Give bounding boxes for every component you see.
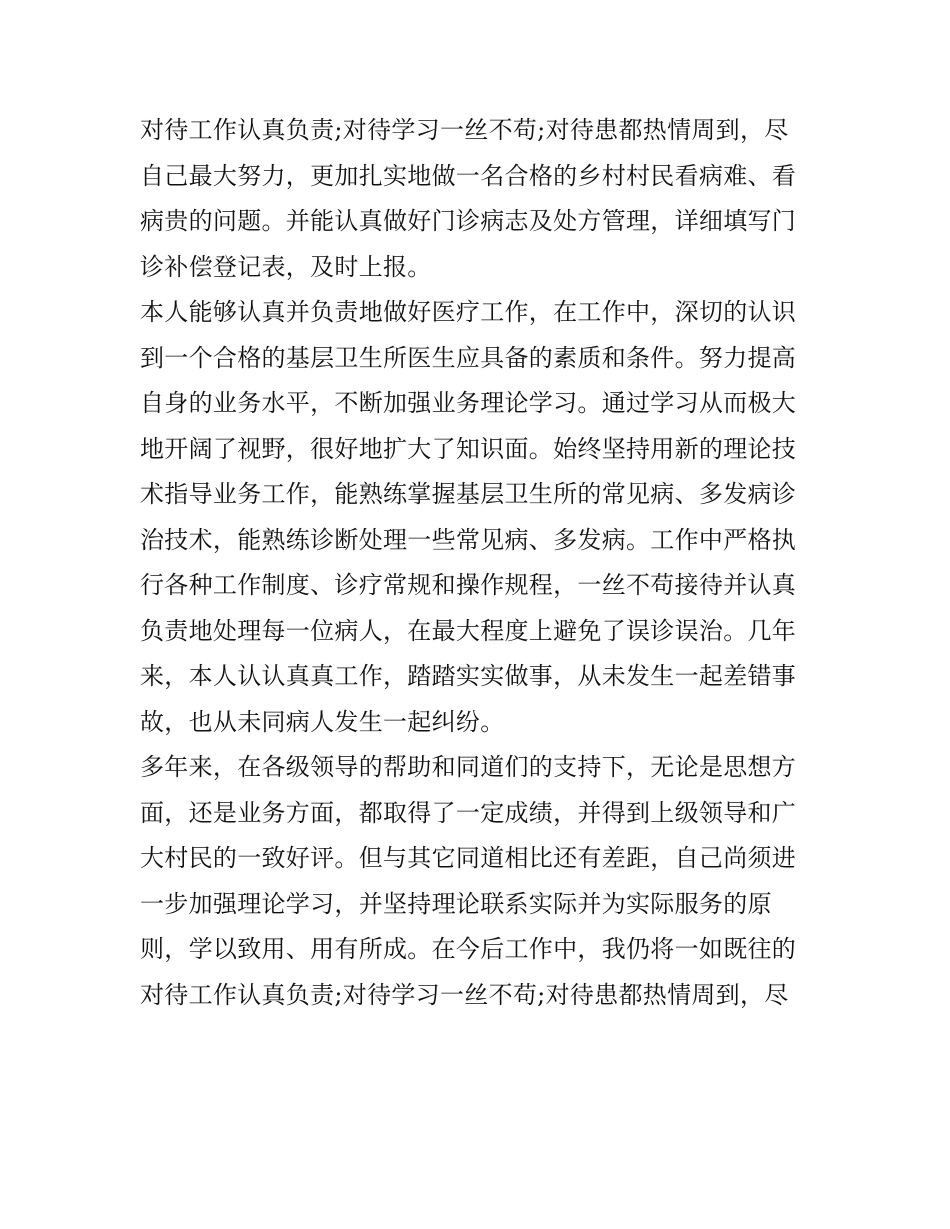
text-line: 则，学以致用、用有所成。在今后工作中，我仍将一如既往的 [140, 935, 797, 963]
document-body [140, 108, 820, 1018]
text-line: 一步加强理论学习，并坚持理论联系实际并为实际服务的原 [140, 889, 772, 918]
text-line: 面，还是业务方面，都取得了一定成绩，并得到上级领导和广 [140, 798, 797, 827]
text-line: 治技术，能熟练诊断处理一些常见病、多发病。工作中严格执 [140, 525, 797, 554]
text-line: 病贵的问题。并能认真做好门诊病志及处方管理，详细填写门 [140, 207, 797, 235]
text-line: 本人能够认真并负责地做好医疗工作，在工作中，深切的认识 [140, 298, 797, 326]
text-line: 对待工作认真负责;对待学习一丝不苟;对待患都热情周到，尽 [140, 116, 789, 144]
text-line: 地开阔了视野，很好地扩大了知识面。始终坚持用新的理论技 [140, 434, 797, 463]
text-line: 大村民的一致好评。但与其它同道相比还有差距，自己尚须进 [140, 844, 797, 872]
text-line: 到一个合格的基层卫生所医生应具备的素质和条件。努力提高 [140, 343, 797, 372]
text-line: 负责地处理每一位病人，在最大程度上避免了误诊误治。几年 [140, 616, 797, 645]
text-line: 对待工作认真负责;对待学习一丝不苟;对待患都热情周到，尽 [140, 980, 789, 1009]
text-line: 自己最大努力，更加扎实地做一名合格的乡村村民看病难、看 [140, 161, 797, 190]
text-line: 术指导业务工作，能熟练掌握基层卫生所的常见病、多发病诊 [140, 480, 797, 508]
text-line: 故，也从未同病人发生一起纠纷。 [140, 707, 505, 736]
text-line: 诊补偿登记表，及时上报。 [140, 252, 432, 281]
text-line: 自身的业务水平，不断加强业务理论学习。通过学习从而极大 [140, 389, 797, 417]
text-line: 行各种工作制度、诊疗常规和操作规程，一丝不苟接待并认真 [140, 571, 797, 599]
text-line: 多年来，在各级领导的帮助和同道们的支持下，无论是思想方 [140, 753, 797, 781]
text-line: 来，本人认认真真工作，踏踏实实做事，从未发生一起差错事 [140, 662, 797, 690]
